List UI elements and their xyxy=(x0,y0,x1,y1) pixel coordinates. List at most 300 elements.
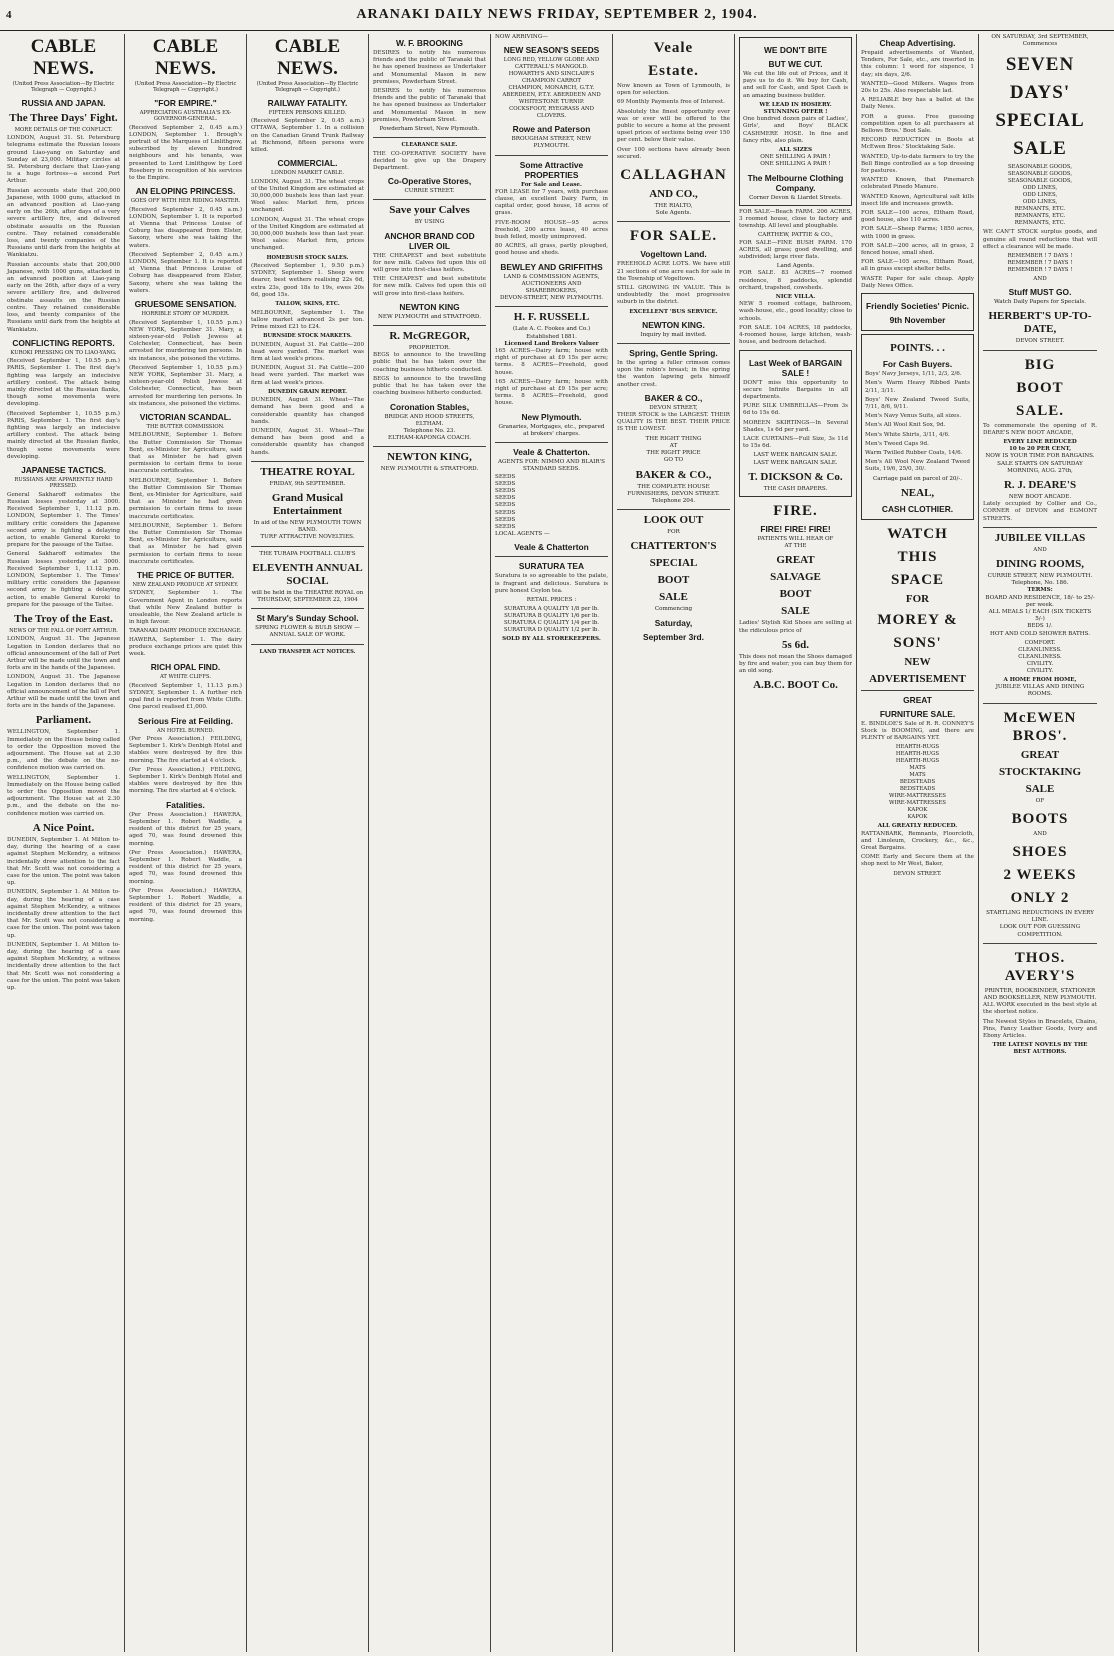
tea-price: SURATURA B QUALITY 1/6 per lb. xyxy=(504,613,599,620)
ad-text: (Late A. C. Fookes and Co.) xyxy=(512,326,591,333)
credit-line: (United Press Association—By Electric Telegraph — Copyright.) xyxy=(256,81,359,94)
divider xyxy=(495,556,608,557)
price-item: Men's Navy Venus Suits, all sizes. xyxy=(865,413,961,420)
ad-text: FREEHOLD ACRE LOTS. We have still 21 sections of one acre each for sale in the Township of Vogeltown. xyxy=(617,261,730,282)
ad-text: BOARD AND RESIDENCE, 18/- to 25/- per week. xyxy=(985,594,1095,608)
ad-heading: GREAT xyxy=(776,554,815,567)
ad-text: Now known as Town of Lynmouth, is open for selection. xyxy=(617,83,730,97)
seeds-list xyxy=(495,474,608,532)
subheadline: APPRECIATING AUSTRALIA'S EX-GOVERNOR-GENERAL. xyxy=(139,109,232,123)
ad-text: To commemorate the opening of R. DEARE'S NEW BOOT ARCADE, xyxy=(983,422,1097,436)
article-text: DUNEDIN, August 31. Wheat—The demand has been good and a considerable quantity has changed hands. xyxy=(251,397,364,425)
ad-heading: FURNITURE SALE. xyxy=(879,708,956,719)
article-text: DUNEDIN, September 1. At Milton to-day, during the hearing of a case against Stephen McKendry, a witness incidentally drew attention to the fact that Mr. Scott was not considering a case for the union. The point was taken up. xyxy=(7,941,120,991)
subheadline: AT WHITE CLIFFS. xyxy=(159,674,212,681)
ad-text: Sole Agents. xyxy=(655,210,692,217)
ad-heading: Veale & Chatterton xyxy=(514,542,589,553)
ad-text: FRIDAY, 9th SEPTEMBER. xyxy=(269,480,346,487)
divider xyxy=(983,527,1097,528)
headline: A Nice Point. xyxy=(32,821,95,834)
divider xyxy=(251,546,364,547)
classified-ad: FOR SALE—100 acres, Eltham Road, good house, also 110 acres. xyxy=(861,210,974,224)
ad-heading: SPACE xyxy=(890,571,945,588)
ad-text: Inquiry by mail invited. xyxy=(640,331,707,338)
seeds-row: SEEDS xyxy=(495,487,516,494)
ad-heading: BEWLEY AND GRIFFITHS xyxy=(500,261,603,272)
ad-text: DESIRES to notify his numerous friends and the public of Taranaki that he has opened business as Undertaker and Monumental Mason in new premises, Powderham Street. xyxy=(373,88,486,123)
classified-ad: RECORD REDUCTION in Boots at McEwen Bros.' Stocktaking Sale. xyxy=(861,137,974,151)
ad-heading: NEW xyxy=(904,655,931,668)
divider xyxy=(983,703,1097,704)
ad-text: STARTLING REDUCTIONS IN EVERY LINE. xyxy=(986,909,1094,924)
ad-text: NEW PLYMOUTH & STRATFORD. xyxy=(380,466,479,473)
furniture-item: WIRE-MATTRESSES xyxy=(889,793,946,800)
ad-heading: WE DON'T BITE xyxy=(764,45,827,55)
ad-heading: R. J. DEARE'S xyxy=(1003,479,1077,492)
ad-text: NOW ARRIVING— xyxy=(495,34,548,40)
subheadline: RUSSIANS ARE APPARENTLY HARD PRESSED. xyxy=(14,476,113,490)
ad-heading: ELEVENTH ANNUAL SOCIAL xyxy=(252,561,363,587)
seeds-row: SEEDS xyxy=(495,516,516,523)
ad-heading: T. DICKSON & Co. xyxy=(748,470,843,483)
ad-text: will be held in the THEATRE ROYAL on THURSDAY, SEPTEMBER 22, 1904 xyxy=(251,589,364,603)
bargain-item: LACE CURTAINS—Full Size, 3s 11d to 15s 6d. xyxy=(743,435,848,450)
article-text: (Per Press Association.) FEILDING, September 1. Kirk's Denbigh Hotel and stables were destroyed by fire this morning. The fire started at 4 o'clock. xyxy=(129,736,242,764)
ad-heading: POINTS. . . xyxy=(890,342,945,355)
ad-text: LAST WEEK BARGAIN SALE. xyxy=(753,459,838,466)
divider xyxy=(495,155,608,156)
article-text: (Received September 2, 0.45 a.m.) LONDON, September 1. It is reported at Vienna that Princess Louise of Coburg has disappeared from Elster, Saxony, where she was taking the waters. xyxy=(129,251,242,294)
ad-box xyxy=(861,334,974,520)
article-text: MELBOURNE, September 1. The tallow market advanced 2s per ton. Prime mixed £21 to £24. xyxy=(251,309,364,330)
price-item: Men's Tweed Caps 9d. xyxy=(865,440,929,447)
ad-text: Telephone No. 23. xyxy=(403,427,456,434)
ad-heading: THEATRE ROYAL xyxy=(260,465,355,478)
article-text: (Received September 1, 11.13 p.m.) SYDNEY, September 1. A further rich opal find is reported from White Cliffs. One parcel realised £1,000. xyxy=(129,682,242,711)
ad-heading: LOOK OUT xyxy=(643,514,704,527)
credit-line: (United Press Association—By Electric Telegraph — Copyright.) xyxy=(134,81,237,94)
headline: RUSSIA AND JAPAN. xyxy=(21,97,106,108)
ad-heading: 9th November xyxy=(889,315,946,326)
ad-heading: NEW SEASON'S SEEDS xyxy=(503,45,600,56)
comfort-item: COMFORT. xyxy=(1024,639,1056,646)
ad-heading: CLEARANCE SALE. xyxy=(401,142,458,149)
ad-heading: SURATURA TEA xyxy=(518,561,585,572)
furniture-list xyxy=(861,744,974,821)
ad-heading: R. McGREGOR, xyxy=(389,330,470,343)
column-7 xyxy=(735,34,857,1652)
ad-heading: CASH CLOTHIER. xyxy=(881,503,954,514)
remember-list xyxy=(983,253,1097,274)
ad-text: TERMS: xyxy=(1027,587,1053,594)
ad-text: EXCELLENT 'BUS SERVICE. xyxy=(629,308,718,315)
article-text: Russian accounts state that 200,000 Japanese, with 1000 guns, attacked in an advanced position at Liao-yang early on the 26th, after days of a very severe artillery fire, and delivered obstinate assaults on the Russian centre. They retained considerable loss, and twenty companies of the Russians until dark from the heights at Wankiatzu. xyxy=(7,187,120,259)
headline: Fatalities. xyxy=(166,799,205,810)
ad-text: EVERY LINE REDUCED xyxy=(1003,439,1077,446)
ad-text: PATIENTS WILL HEAR OF xyxy=(757,535,834,542)
article-text: (Received September 1, 10.55 p.m.) NEW YORK, September 31. Mary, a sixteen-year-old Polish Jewess at Colchester, Connecticut, has been arrested for murdering ten persons. In six instances, she poisoned the victims. xyxy=(129,364,242,407)
classified-ad: FOR SALE—200 acres, all in grass, 2 fenced house, small shed. xyxy=(861,242,974,257)
divider xyxy=(983,350,1097,351)
headline: AN ELOPING PRINCESS. xyxy=(135,186,236,197)
ad-text: This does not mean the Shoes damaged by fire and water; you can buy them for an old song. xyxy=(739,653,852,675)
comfort-item: CIVILITY. xyxy=(1026,667,1054,674)
masthead xyxy=(0,0,1114,31)
divider xyxy=(373,446,486,447)
ad-text: DEVON STREET. xyxy=(1015,338,1065,345)
ad-text: SALE STARTS ON SATURDAY MORNING, AUG. 27th, xyxy=(997,460,1083,474)
ad-text: STUNNING OFFER ! xyxy=(763,109,828,116)
column-2 xyxy=(125,34,247,1652)
article-text: (Received September 1, 10.55 p.m.) PARIS, September 1. The first day's fighting was largely an indecisive artillery contest. The attack being mainly directed at the Russian flanks, though some movements were developing. xyxy=(7,410,120,460)
article-text: DUNEDIN, August 31. Fat Cattle—200 head were yarded. The market was firm at last week's prices. xyxy=(251,341,364,362)
ad-heading: Stuff MUST GO. xyxy=(1008,287,1072,298)
ad-text: FOR SALE—Beach FARM. 206 ACRES, 3 roomed house, close to factory and township. All level and ploughable. xyxy=(739,208,852,230)
article-text: (Received September 1, 9.50 p.m.) SYDNEY, September 1. Sheep were dearer, best wethers realising 22s 6d, extra 23s, good 18s to 19s, ewes 20s 6d, good 15s. xyxy=(251,263,364,298)
tea-price: SURATURA C QUALITY 1/4 per lb. xyxy=(503,620,599,627)
ad-heading: JUBILEE VILLAS xyxy=(994,531,1086,544)
ad-heading: SPECIAL xyxy=(995,110,1085,132)
seed-list-item: COCKSFOOT, RYEGRASS AND CLOVERS. xyxy=(509,106,594,120)
ad-text: RETAIL PRICES : xyxy=(526,596,577,603)
ad-text: NEW PLYMOUTH and STRATFORD. xyxy=(377,313,481,320)
ad-heading: GREAT xyxy=(1020,748,1060,761)
subheadline: KUROKI PRESSING ON TO LIAO-YANG. xyxy=(10,349,117,356)
tea-price-list xyxy=(495,606,608,634)
ad-heading: Veale & Chatterton. xyxy=(513,447,590,458)
ad-heading: FOR xyxy=(905,592,930,605)
ad-text: Telephone 204. xyxy=(651,497,696,504)
ad-text: In aid of the NEW PLYMOUTH TOWN BAND. xyxy=(253,519,362,534)
article-text: LONDON, August 31. St. Petersburg telegrams estimate the Russian losses ground Liao-yang on Saturday and Sunday at 23,000. Military circles at St. Petersburg declare that Liao-yang is a huge fortress—a second Port Arthur. xyxy=(7,135,120,185)
ad-heading: Last Week of BARGAIN SALE ! xyxy=(749,357,842,378)
ad-text: AND xyxy=(1033,276,1047,283)
ad-text: ALL SIZES xyxy=(778,147,813,154)
article-text: (Per Press Association.) HAWERA, September 1. Robert Waddle, a resident of this district for 25 years, aged 70, was found drowned this morning. xyxy=(129,811,242,847)
ad-heading: AND CO., xyxy=(649,188,698,201)
ad-heading: Some Attractive PROPERTIES xyxy=(519,159,584,180)
article-text: (Received September 2, 0.45 a.m.) LONDON, September 1. Brough's portrait of the Marquess of Linlithgow, subscribed by eleven hundred neighbours and his tenants, was presented to Lord Linlithgow by Lord Rosebery in recognition of his services to the Empire. xyxy=(129,124,242,182)
ad-heading: Saturday, xyxy=(654,617,693,628)
ad-heading: W. F. BROOKING xyxy=(396,38,463,48)
classified-ad: WANTED, Up-to-date farmers to try the Bell Binge controlled as a top dressing for pastures. xyxy=(861,153,974,175)
section-title: CABLE NEWS. xyxy=(30,36,97,79)
ad-heading: BOOT xyxy=(779,588,812,601)
subheadline: FIFTEEN PERSONS KILLED. xyxy=(268,109,347,116)
ad-text: THEIR STOCK is the LARGEST. THEIR QUALITY IS THE BEST. THEIR PRICE IS THE LOWEST. xyxy=(617,412,730,433)
classified-ad: WANTED—Good Milkers. Wages from 20s to 25s. Also respectable lad. xyxy=(861,80,974,95)
classified-ad: A RELIABLE boy has a ballot at the Daily News. xyxy=(861,97,974,111)
subheadline: GOES OFF WITH HER RIDING MASTER. xyxy=(130,198,241,205)
section-title: CABLE NEWS. xyxy=(274,36,341,79)
remember-item: REMEMBER ! 7 DAYS ! xyxy=(1007,253,1073,260)
ad-text: HOT AND COLD SHOWER BATHS. xyxy=(990,630,1090,637)
article-text: (Received September 2, 0.45 a.m.) LONDON, September 1. It is reported at Vienna that Princess Louise of Coburg has disappeared from Elster, Saxony, where she was taking the waters. xyxy=(129,206,242,249)
ad-heading: WATCH xyxy=(887,525,948,542)
ad-text: 80 ACRES, all grass, partly ploughed, good house and sheds. xyxy=(495,243,608,257)
ad-text: ALL WORK executed in the best style at the shortest notice. xyxy=(983,1002,1097,1016)
ad-text: LOOK OUT FOR GUESSING COMPETITION. xyxy=(999,924,1081,938)
ad-text: BRIDGE AND HOOD STREETS, ELTHAM. xyxy=(384,413,475,427)
ad-text: LOCAL AGENTS — xyxy=(495,531,550,538)
ad-text: Suratura is so agreeable to the palate, is fragrant and delicious. Suratura is pure honest Ceylon tea. xyxy=(495,573,608,594)
seed-list xyxy=(495,57,608,120)
comfort-list xyxy=(983,640,1097,675)
classified-ad: WANTED Known, that Pinemarch celebrated Pinedo Manure. xyxy=(861,177,974,191)
classified-ad: FOR SALE—105 acres, Eltham Road, all in grass except shelter belts. xyxy=(861,259,974,273)
ad-heading: SEVEN xyxy=(1005,54,1075,76)
headline: THE PRICE OF BUTTER. xyxy=(136,570,235,580)
column-9 xyxy=(979,34,1101,1652)
classified-ad: FOR SALE—Sheep Farms; 1850 acres, with 1000 in grass. xyxy=(861,226,974,240)
article-text: (Per Press Association.) FEILDING, September 1. Kirk's Denbigh Hotel and stables were destroyed by fire this morning. The fire started at 4 o'clock. xyxy=(129,766,242,795)
ad-text: PRINTER, BOOKBINDER, STATIONER AND BOOKSELLER, NEW PLYMOUTH. xyxy=(983,987,1097,1001)
ad-text: PROPRIETOR. xyxy=(408,345,451,352)
ad-text: BY USING xyxy=(414,219,445,226)
article-text: SYDNEY, September 1. The Government Agent in London reports that while New Zealand butter is unsaleable, the New Zealand article is in high favour. xyxy=(129,590,242,626)
ad-text: Commencing xyxy=(654,606,693,613)
divider xyxy=(617,221,730,222)
ad-text: A HOME FROM HOME, xyxy=(1003,676,1077,683)
classified-ad: WANTED Known, Agricultural salt kills insect life and increases growth. xyxy=(861,193,974,207)
comfort-item: CIVILITY. xyxy=(1026,660,1054,667)
furniture-item: WIRE-MATTRESSES xyxy=(889,800,946,807)
ad-heading: Cheap Advertising. xyxy=(879,38,956,48)
ad-heading: NEAL, xyxy=(900,486,935,499)
seed-list-item: LONG RED, YELLOW GLOBE AND CATTERALL'S MANGOLD. xyxy=(503,57,600,71)
ad-heading: THOS. AVERY'S xyxy=(1004,949,1076,984)
ad-text: OF xyxy=(1035,797,1045,804)
divider xyxy=(373,325,486,326)
ad-text: CARTHEW, PATTIE & CO., xyxy=(758,232,833,239)
headline: RICH OPAL FIND. xyxy=(150,662,221,673)
article-text: MELBOURNE, September 1. Before the Butter Commission Sir Thomas Bent, ex-Minister for Agriculture, said that as Minister he had given permission to certain firms to issue inaccurate certificates. xyxy=(129,522,242,565)
ad-text: Licensed Land Brokers Valuer xyxy=(504,340,599,347)
ad-text: BEDS 1/. xyxy=(1027,623,1053,630)
ad-heading: Save your Calves xyxy=(389,204,470,217)
ad-text: 69 Monthly Payments free of Interest. xyxy=(617,99,725,106)
ad-heading: ONLY 2 xyxy=(1010,889,1070,906)
article-text: LONDON, August 31. The wheat crops of the United Kingdom are estimated at 30,000,000 bushels less than last year. Wool sales: Market firm, prices unchanged. xyxy=(251,216,364,252)
ad-heading: Co-Operative Stores, xyxy=(387,176,472,187)
ad-text: THE CASH DRAPERS. xyxy=(763,485,828,492)
divider xyxy=(495,306,608,307)
tea-price: SURATURA D QUALITY 1/2 per lb. xyxy=(503,627,600,634)
ad-text: ONE SHILLING A PAIR ! xyxy=(760,161,831,168)
ad-text: AT xyxy=(669,442,678,449)
ad-heading: CALLAGHAN xyxy=(620,167,727,184)
article-text: HAWERA, September 1. The dairy produce exchange prices are quiet this week. xyxy=(129,636,242,658)
ad-heading: New Plymouth. xyxy=(521,411,582,422)
ad-text: THE TURAPA FOOTBALL CLUB'S xyxy=(259,550,356,557)
ad-text: NEW 5 roomed cottage, bathroom, wash-house, etc., good locality; close to schools. xyxy=(739,301,852,322)
furniture-item: KAPOK xyxy=(907,807,928,814)
ad-text: DESIRES to notify his numerous friends and the public of Taranaki that he has opened business as Undertaker and Monumental Mason in new premises, Powderham Street. xyxy=(373,50,486,85)
ad-heading: ANCHOR BRAND COD LIVER OIL xyxy=(384,230,475,251)
headline: CONFLICTING REPORTS. xyxy=(12,337,115,348)
headline: RAILWAY FATALITY. xyxy=(267,97,348,108)
ad-text: FOR LEASE for 7 years, with purchase clause, an excellent Dairy Farm, in capital order, good house, 18 acres of grass. xyxy=(495,188,608,217)
seeds-row: SEEDS xyxy=(495,502,516,509)
ad-text: Lately occupied by Collier and Co., CORNER of DEVON and EGMONT STREETS. xyxy=(983,501,1097,522)
ad-heading: Estate. xyxy=(648,63,699,79)
goods-item: ODD LINES, xyxy=(1022,199,1058,206)
headline: The Troy of the East. xyxy=(14,613,113,626)
ad-text: E. BINDLOE'S Sale of R. R. CONNEY'S Stock is BOOMING, and there are PLENTY of BARGAINS YET. xyxy=(861,720,974,742)
ad-text: FOR SALE. 83 ACRES—7 roomed residence, 8 paddocks, splendid orchard, trapshed, cowsheds. xyxy=(739,270,852,291)
ad-heading: NEWTON KING. xyxy=(642,319,705,330)
furniture-item: BEDSTEADS xyxy=(899,779,936,786)
article-text: (Received September 2, 0.45 a.m.) OTTAWA, September 1. In a collision on the Canadian Grand Trunk Railway at Richmond, fifteen persons were killed. xyxy=(251,118,364,154)
ad-text: BROUGHAM STREET, NEW PLYMOUTH. xyxy=(511,136,592,150)
ad-text: Commences xyxy=(1022,41,1058,48)
ad-heading: NEWTON KING xyxy=(399,301,460,312)
headline: COMMERCIAL. xyxy=(277,158,338,169)
ad-heading: Vogeltown Land. xyxy=(640,249,707,260)
furniture-item: MATS xyxy=(909,765,926,772)
ad-heading: SHOES xyxy=(1012,843,1068,860)
price-item: Boys' Navy Jerseys, 1/11, 2/3, 2/6. xyxy=(865,371,962,378)
divider xyxy=(373,199,486,200)
ad-heading: BAKER & CO., xyxy=(635,468,712,481)
divider xyxy=(617,343,730,344)
ad-text: DEVON STREET, xyxy=(649,404,698,411)
furniture-item: KAPOK xyxy=(907,814,928,821)
ad-box xyxy=(739,37,852,206)
article-text: WELLINGTON, September 1. Immediately on the House being called to order the Opposition moved the adjournment. The House sat at 2.30 p.m., and the debate on the no-confidence motion was carried on. xyxy=(7,729,120,772)
column-6 xyxy=(613,34,735,1652)
seeds-row: SEEDS xyxy=(495,523,516,530)
comfort-item: CLEANLINESS. xyxy=(1018,646,1062,653)
section-title: CABLE NEWS. xyxy=(152,36,219,79)
column-4 xyxy=(369,34,491,1652)
ad-text: Powderham Street, New Plymouth. xyxy=(379,126,480,133)
subheadline: NEW ZEALAND PRODUCE AT SYDNEY. xyxy=(132,582,239,588)
ad-text: FOR xyxy=(667,529,680,536)
ad-text: DEVON-STREET, NEW PLYMOUTH. xyxy=(499,295,604,302)
ad-text: Telephone, No. 186. xyxy=(1011,580,1069,587)
comfort-item: CLEANLINESS. xyxy=(1018,653,1062,660)
ad-heading: BUT WE CUT. xyxy=(768,59,823,69)
ad-text: THE RIALTO, xyxy=(654,203,693,210)
ad-text: LAST WEEK BARGAIN SALE. xyxy=(753,452,838,459)
ad-heading: For Cash Buyers. xyxy=(882,359,953,370)
ad-text: GO TO xyxy=(663,457,684,464)
ad-heading: 5s 6d. xyxy=(782,638,809,651)
ad-text: AT THE xyxy=(784,543,807,550)
headline: Parliament. xyxy=(35,714,92,727)
article-text: (Received September 1, 10.55 p.m.) NEW YORK, September 31. Mary, a sixteen-year-old Polish Jewess at Colchester, Connecticut, has been arrested for murdering ten persons. In six instances, she poisoned the victims. xyxy=(129,319,242,362)
ad-heading: ADVERTISEMENT xyxy=(869,672,966,685)
ad-text: CURRIE STREET, NEW PLYMOUTH. xyxy=(987,573,1093,580)
seeds-row: SEEDS xyxy=(495,495,516,502)
ad-heading: A.B.C. BOOT Co. xyxy=(753,679,838,692)
ad-heading: BAKER & CO., xyxy=(644,392,703,403)
article-text: DUNEDIN, August 31. Wheat—The demand has been good and a considerable quantity has changed hands. xyxy=(251,427,364,456)
ad-text: RATTANBARK, Remnants, Floorcloth, and Linoleum, Crockery, &c., &c., Great Bargains. xyxy=(861,830,974,851)
ad-text: THE RIGHT PRICE xyxy=(646,450,701,457)
ad-heading: GREAT xyxy=(903,694,932,705)
ad-subheading: For Sale and Lease. xyxy=(521,181,582,188)
ad-text: LAND & COMMISSION AGENTS, AUCTIONEERS AND SHAREBROKERS, xyxy=(503,273,600,295)
article-text: MELBOURNE, September 1. Before the Butter Commission Sir Thomas Bent, ex-Minister for Agriculture, said that as Minister he had given permission to certain firms to issue inaccurate certificates. xyxy=(129,432,242,475)
ad-text: FOR SALE—FINE BUSH FARM. 170 ACRES, all grass; good dwelling, and subdivided; large river flats. xyxy=(739,239,852,261)
price-item: Boys' New Zealand Tweed Suits, 7/11, 8/6, 9/11. xyxy=(865,396,970,410)
ad-text: JUBILEE VILLAS AND DINING ROOMS. xyxy=(995,684,1085,698)
divider xyxy=(373,137,486,138)
classified-ad: FOR a guess. Free guessing competition open to all purchasers at Bellows Bros.' Boot Sale. xyxy=(861,113,974,135)
ad-heading: BOOT xyxy=(657,574,690,587)
ad-heading: Grand Musical Entertainment xyxy=(271,491,344,517)
furniture-item: MATS xyxy=(909,772,926,779)
price-item: Men's All Wool New Zealand Tweed Suits, 19/6, 25/0, 30/. xyxy=(865,459,970,473)
ad-text: FIVE-ROOM HOUSE—95 acres freehold, 200 acres lease, 40 acres bush felled, mostly unimproved. xyxy=(495,219,608,241)
headline: JAPANESE TACTICS. xyxy=(21,464,106,475)
ad-heading: STOCKTAKING xyxy=(998,765,1082,778)
ad-heading: THIS xyxy=(897,548,938,565)
ad-heading: MOREY & xyxy=(877,611,958,628)
subheadline: HOMEBUSH STOCK SALES. xyxy=(266,254,349,261)
ad-heading: FOR SALE. xyxy=(629,228,718,245)
divider xyxy=(495,442,608,443)
headline: VICTORIAN SCANDAL. xyxy=(139,411,232,422)
ad-heading: McEWEN BROS'. xyxy=(1003,709,1077,744)
headline: Serious Fire at Feilding. xyxy=(138,715,233,726)
seeds-row: SEEDS xyxy=(495,473,516,480)
ad-heading: The Melbourne Clothing Company. xyxy=(747,172,844,193)
goods-item: SEASONABLE GOODS, xyxy=(1007,171,1073,178)
ad-heading: SONS' xyxy=(893,634,942,651)
remember-item: REMEMBER ! 7 DAYS ! xyxy=(1007,267,1073,274)
ad-heading: SALE xyxy=(1013,138,1067,160)
ad-text: ON SATURDAY, 3rd SEPTEMBER, xyxy=(991,34,1089,40)
article-text: Russian accounts state that 200,000 Japanese, with 1000 guns, attacked in an advanced position at Liao-yang early on the 26th, after days of a very severe artillery fire, and delivered obstinate assaults on the Russian centre. They retained considerable loss, and twenty companies of the Russians until dark from the heights at Wankiatzu. xyxy=(7,261,120,333)
divider xyxy=(251,461,364,462)
column-5 xyxy=(491,34,613,1652)
tea-price: SURATURA A QUALITY 1/8 per lb. xyxy=(504,606,599,613)
seeds-row: SEEDS xyxy=(495,480,516,487)
ad-heading: CHATTERTON'S xyxy=(630,540,717,553)
ad-text: Corner Devon & Liardet Streets. xyxy=(749,194,842,201)
ad-heading: FIRE. xyxy=(773,502,818,519)
ad-text: NEW BOOT ARCADE. xyxy=(1008,494,1072,501)
ad-heading: 2 WEEKS xyxy=(1003,866,1077,883)
headline: "FOR EMPIRE." xyxy=(154,97,217,108)
ad-heading: Coronation Stables, xyxy=(389,401,470,412)
subheadline: LONDON MARKET CABLE. xyxy=(271,170,344,177)
furniture-item: BEDSTEADS xyxy=(899,786,936,793)
ad-text: THE COMPLETE HOUSE FURNISHERS, DEVON STREET. xyxy=(627,483,720,497)
furniture-item: HEARTH-RUGS xyxy=(895,751,940,758)
article-text: LONDON, August 31. The Japanese Legation in London declares that no official announcement of the fall of Port Arthur will be made until the town and forts are in the hands of the Japanese. xyxy=(7,674,120,710)
ad-heading: HERBERT'S UP-TO-DATE, xyxy=(988,310,1092,336)
ad-heading: BIG xyxy=(1024,356,1056,373)
ad-text: AND xyxy=(1033,830,1047,837)
ad-text: ALL GREATLY REDUCED. xyxy=(877,823,958,830)
ad-heading: St Mary's Sunday School. xyxy=(256,613,359,624)
ad-text: THE CO-OPERATIVE SOCIETY have decided to give up the Drapery Department. xyxy=(373,150,486,172)
article-text: DUNEDIN, September 1. At Milton to-day, during the hearing of a case against Stephen McKendry, a witness incidentally drew attention to the fact that Mr. Scott was not considering a case for the union. The point was taken up. xyxy=(7,836,120,887)
article-text: WELLINGTON, September 1. Immediately on the House being called to order the Opposition moved the adjournment. The House sat at 2.30 p.m., and the debate on the no-confidence motion was carried on. xyxy=(7,774,120,817)
article-text: (Per Press Association.) HAWERA, September 1. Robert Waddle, a resident of this district for 25 years, aged 70, was found drowned this morning. xyxy=(129,887,242,923)
newspaper-title: ARANAKI DAILY NEWS FRIDAY, SEPTEMBER 2, 1904. xyxy=(356,7,758,22)
ad-text: 165 ACRES—Dairy farm; house with right of purchase at £9 15s per acre; terms. 8 ACRES—Freehold, good house. xyxy=(495,348,608,376)
ad-box xyxy=(861,293,974,331)
divider xyxy=(251,608,364,609)
divider xyxy=(983,943,1097,944)
divider xyxy=(617,509,730,510)
ad-heading: Friendly Societies' Picnic. xyxy=(866,301,969,312)
